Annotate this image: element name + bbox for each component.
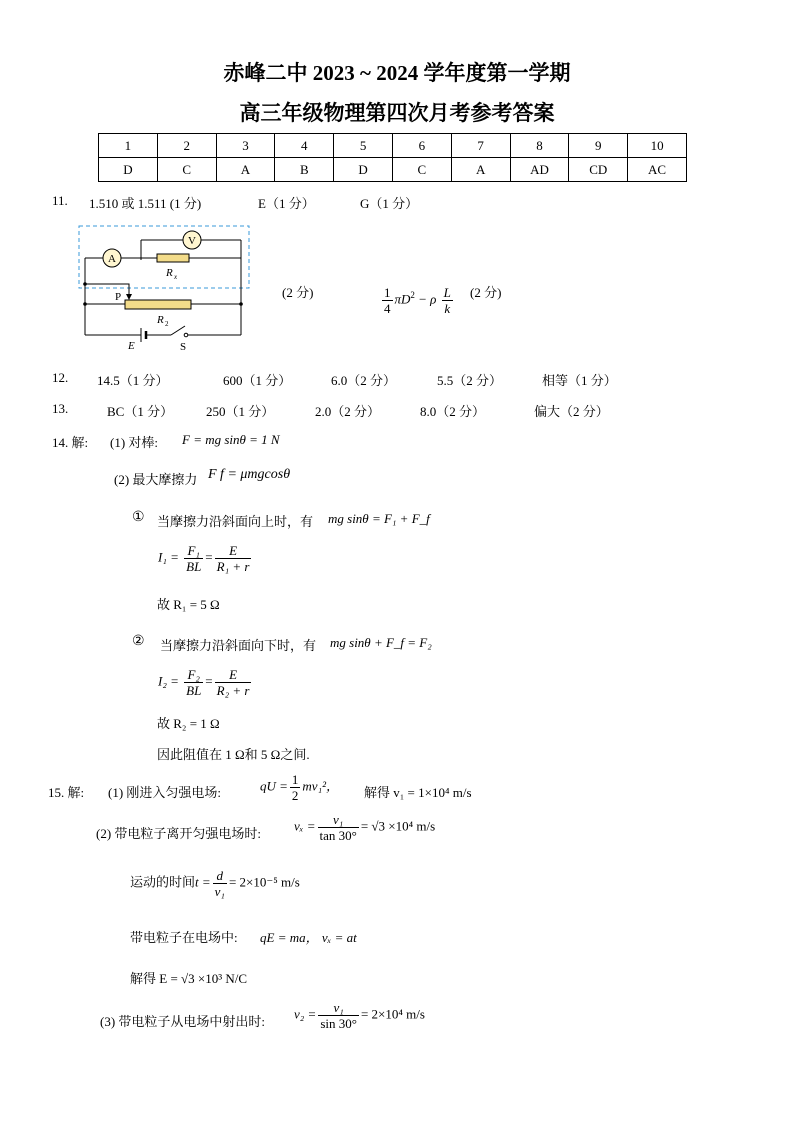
voltmeter-label: V: [188, 235, 196, 247]
table-cell: 8: [510, 134, 569, 158]
fraction-l-over-k: $\frac{L}{k}$: [443, 285, 451, 316]
q13-item-2: 250（1 分）: [206, 404, 275, 419]
q11-answer-1: 1.510 或 1.511 (1 分): [89, 196, 202, 211]
table-cell: 2: [157, 134, 216, 158]
q15-part1-label: (1) 刚进入匀强电场:: [108, 785, 222, 800]
table-cell: A: [216, 158, 275, 182]
table-cell: 7: [451, 134, 510, 158]
q14-case1-text: 当摩擦力沿斜面向上时，有: [157, 514, 314, 529]
q14-i1-equation: I₁ = $\frac{\text{F₁}}{BL}$ = $\frac{E}{\text{R₁ + r}}$: [158, 543, 250, 574]
q15-field-equation: qE = ma， vₓ = at: [260, 930, 357, 945]
switch-s-label: S: [180, 341, 187, 353]
fraction-v1-sin30: $\frac{\text{v₁}}{\sin 30^\circ}$: [320, 1000, 357, 1031]
q12-item-4: 5.5（2 分）: [437, 373, 503, 388]
slider-p-label: P: [115, 291, 122, 303]
rheostat-r2: [125, 300, 191, 309]
q14-part1-label: (1) 对棒:: [110, 435, 159, 450]
q14-part2-formula: F f = μmgcosθ: [208, 467, 291, 482]
q15-e-result: 解得 E = √3 ×10³ N/C: [130, 971, 248, 986]
table-cell: AD: [510, 158, 569, 182]
ammeter-label: A: [108, 253, 116, 265]
q11-answer-2: E（1 分）: [258, 196, 315, 211]
q13-item-1: BC（1 分）: [107, 404, 174, 419]
fraction-f2-bl: $\frac{\text{F₂}}{BL}$: [186, 667, 202, 698]
resistor-rx: [157, 254, 189, 262]
table-cell: D: [99, 158, 158, 182]
q14-r2-result: 故 R₂ = 1 Ω: [157, 716, 220, 731]
q12-item-1: 14.5（1 分）: [97, 373, 169, 388]
fraction-one-quarter: $\frac{1}{4}$: [384, 285, 391, 316]
answer-table-numbers-row: [99, 134, 687, 158]
table-cell: C: [157, 158, 216, 182]
fraction-d-v1: $\frac{d}{\text{v₁}}$: [214, 868, 225, 899]
q11-answer-3: G（1 分）: [360, 196, 419, 211]
page-title: 赤峰二中 2023 ~ 2024 学年度第一学期: [223, 61, 571, 85]
q15-part1-equation: qU = $\frac{1}{2}$ mv₁²，: [260, 772, 339, 803]
fraction-e-r1r: $\frac{E}{\text{R₁ + r}}$: [216, 543, 250, 574]
table-cell: B: [275, 158, 334, 182]
rx-label: R: [166, 267, 173, 279]
r2-subscript: 2: [165, 320, 169, 328]
q15-time-equation: 运动的时间t = $\frac{d}{\text{v₁}}$ = 2×10⁻⁵ m/s: [130, 868, 300, 899]
answer-table: [98, 133, 687, 182]
q14-case1-equation: mg sinθ = F₁ + F_f: [328, 511, 430, 526]
q11-number: 11.: [52, 193, 68, 208]
table-cell: 5: [334, 134, 393, 158]
q15-head: 15. 解:: [48, 785, 85, 800]
table-cell: 10: [628, 134, 687, 158]
fraction-f1-bl: $\frac{\text{F₁}}{BL}$: [186, 543, 202, 574]
q15-part2-equation: vₓ = $\frac{\text{v₁}}{\tan 30^\circ}$ = √3 ×10⁴ m/s: [294, 812, 436, 843]
table-cell: 9: [569, 134, 628, 158]
q12-number: 12.: [52, 370, 69, 385]
fraction-one-half: $\frac{1}{2}$: [291, 772, 299, 803]
table-cell: AC: [628, 158, 687, 182]
q14-part2-label: (2) 最大摩擦力: [114, 472, 198, 487]
q13-item-3: 2.0（2 分）: [315, 404, 381, 419]
q15-part1-solve: 解得 v₁ = 1×10⁴ m/s: [364, 785, 472, 800]
rx-subscript: x: [174, 273, 178, 281]
q14-case2-mark: ②: [132, 634, 145, 649]
q15-field-label: 带电粒子在电场中:: [130, 930, 238, 945]
q14-part1-formula: F = mg sinθ = 1 N: [182, 432, 280, 447]
q15-part2-label: (2) 带电粒子离开匀强电场时:: [96, 826, 262, 841]
q11-formula: $\frac{1}{4}$ $\pi D^2 - \rho$ $\frac{L}{k}$: [384, 285, 451, 316]
q15-part3-equation: v₂ = $\frac{\text{v₁}}{\sin 30^\circ}$ = 2×10⁴ m/s: [294, 1000, 425, 1031]
table-cell: 3: [216, 134, 275, 158]
table-cell: CD: [569, 158, 628, 182]
fraction-v1-tan30: $\frac{\text{v₁}}{\tan 30^\circ}$: [319, 812, 357, 843]
battery-e-label: E: [128, 340, 135, 352]
table-cell: C: [392, 158, 451, 182]
table-cell: 6: [392, 134, 451, 158]
q12-item-2: 600（1 分）: [223, 373, 292, 388]
q13-number: 13.: [52, 401, 69, 416]
page-subtitle: 高三年级物理第四次月考参考答案: [239, 101, 555, 125]
q13-item-5: 偏大（2 分）: [534, 404, 609, 419]
q11-circuit-score: (2 分): [282, 285, 314, 300]
q14-case1-mark: ①: [132, 510, 145, 525]
q12-item-3: 6.0（2 分）: [331, 373, 397, 388]
q14-case2-equation: mg sinθ + F_f = F₂: [330, 635, 432, 650]
q14-i2-equation: I₂ = $\frac{\text{F₂}}{BL}$ = $\frac{E}{\text{R₂ + r}}$: [158, 667, 250, 698]
q14-conclusion: 因此阻值在 1 Ω和 5 Ω之间.: [157, 747, 310, 762]
table-cell: 4: [275, 134, 334, 158]
q11-formula-score: (2 分): [470, 285, 502, 300]
table-cell: 1: [99, 134, 158, 158]
table-cell: A: [451, 158, 510, 182]
table-cell: D: [334, 158, 393, 182]
q12-item-5: 相等（1 分）: [542, 373, 617, 388]
q13-item-4: 8.0（2 分）: [420, 404, 486, 419]
answer-table-answers-row: [99, 158, 687, 182]
q14-case2-text: 当摩擦力沿斜面向下时，有: [160, 638, 317, 653]
r2-label: R: [157, 314, 164, 326]
circuit-diagram: [75, 222, 265, 354]
q14-r1-result: 故 R₁ = 5 Ω: [157, 597, 220, 612]
switch-s: [171, 326, 185, 335]
q14-head: 14. 解:: [52, 435, 89, 450]
q15-part3-label: (3) 带电粒子从电场中射出时:: [100, 1014, 266, 1029]
fraction-e-r2r: $\frac{E}{\text{R₂ + r}}$: [216, 667, 250, 698]
